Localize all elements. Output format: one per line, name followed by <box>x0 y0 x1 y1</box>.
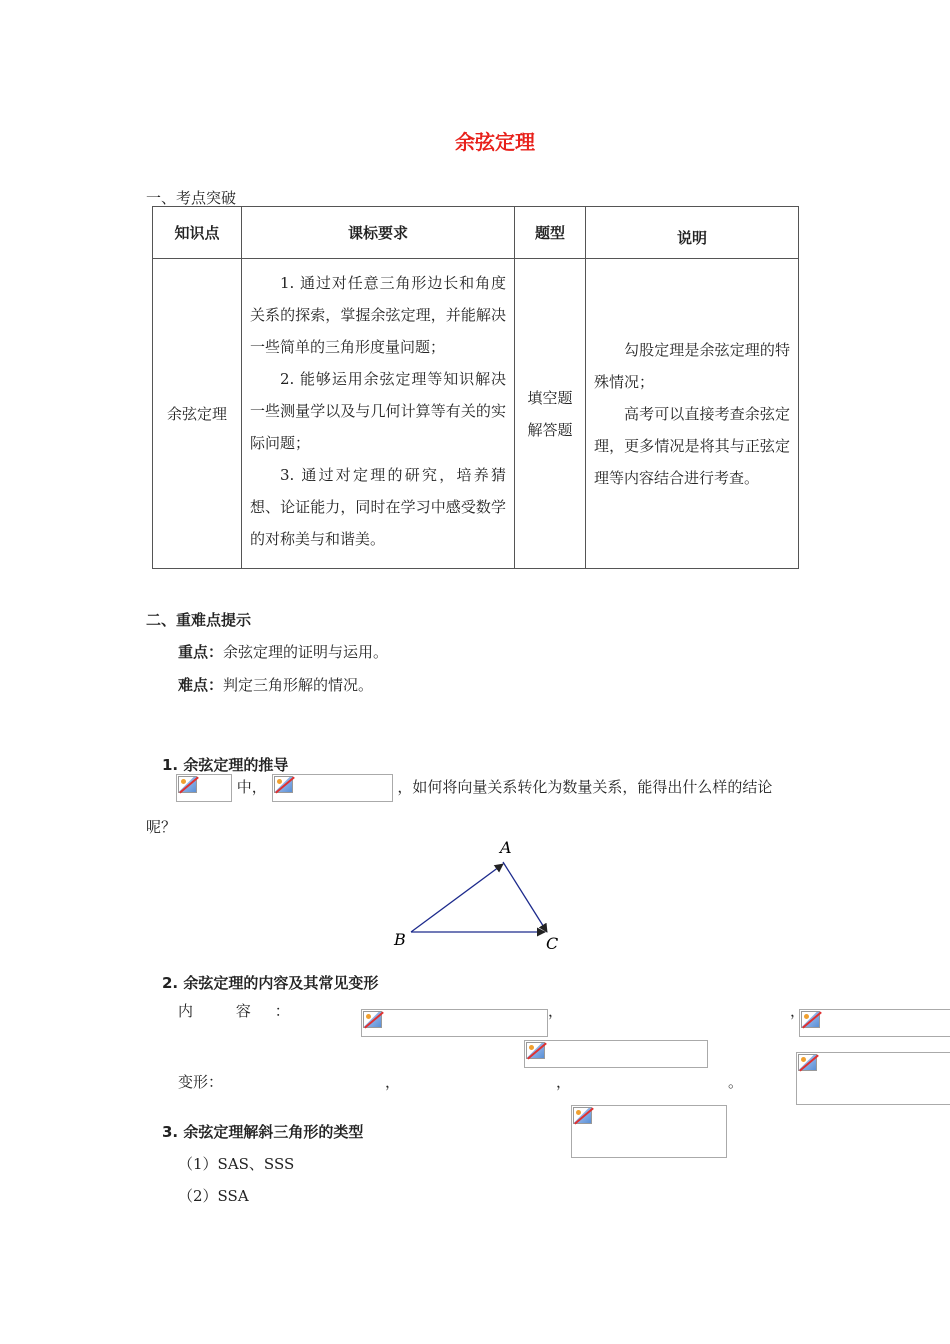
broken-image-icon <box>524 1040 708 1068</box>
section-heading-exam-points: 一、考点突破 <box>146 189 237 207</box>
difficult-label: 难点： <box>178 676 224 694</box>
case-item: （2）SSA <box>178 1187 249 1205</box>
broken-image-icon <box>361 1009 548 1037</box>
item1-line <box>176 774 772 802</box>
note-item: 高考可以直接考查余弦定理，更多情况是将其与正弦定理等内容结合进行考查。 <box>594 404 790 487</box>
item2-heading: 2. 余弦定理的内容及其常见变形 <box>162 974 379 992</box>
table-header: 课标要求 <box>242 207 515 259</box>
case-item: （1）SAS、SSS <box>178 1155 295 1173</box>
exam-points-table <box>152 206 799 569</box>
vector-ba <box>411 864 503 932</box>
vector-ac <box>503 862 547 932</box>
comma: ， <box>385 1073 401 1091</box>
requirement-item: 2. 能够运用余弦定理等知识解决一些测量学以及与几何计算等有关的实际问题； <box>250 370 506 452</box>
table-header: 说明 <box>586 207 799 259</box>
requirement-item: 1. 通过对任意三角形边长和角度关系的探索，掌握余弦定理，并能解决一些简单的三角形度量问题； <box>250 274 506 356</box>
table-cell-notes <box>586 259 799 569</box>
broken-image-icon <box>272 774 393 802</box>
requirement-item: 3. 通过对定理的研究，培养猜想、论证能力，同时在学习中感受数学的对称美与和谐美。 <box>250 466 506 548</box>
vertex-label-a: A <box>500 838 512 857</box>
comma: ， <box>556 1073 572 1091</box>
question-type: 解答题 <box>527 420 573 439</box>
broken-image-icon <box>176 774 232 802</box>
table-cell-requirements <box>242 259 515 569</box>
item1-text-tail: ，如何将向量关系转化为数量关系，能得出什么样的结论 <box>397 778 773 796</box>
vertex-label-c: C <box>546 934 559 953</box>
note-item: 勾股定理是余弦定理的特殊情况； <box>594 340 790 391</box>
item1-text-wrap: 呢？ <box>146 818 177 836</box>
key-label: 重点： <box>178 643 224 661</box>
comma: ， <box>548 1002 564 1020</box>
difficult-text: 判定三角形解的情况。 <box>223 676 374 694</box>
broken-image-icon <box>796 1052 950 1105</box>
table-header: 题型 <box>515 207 586 259</box>
vertex-label-b: B <box>394 930 406 949</box>
broken-image-icon <box>571 1105 727 1158</box>
triangle-figure <box>390 836 570 956</box>
content-label: 内 容 ： <box>178 1002 290 1020</box>
key-text: 余弦定理的证明与运用。 <box>223 643 389 661</box>
period: 。 <box>728 1073 744 1091</box>
question-type: 填空题 <box>527 388 573 407</box>
table-row <box>153 259 799 569</box>
comma: ， <box>790 1002 806 1020</box>
table-cell-types <box>515 259 586 569</box>
broken-image-icon <box>799 1009 950 1037</box>
section-heading-key-points: 二、重难点提示 <box>146 611 252 629</box>
item1-text-mid: 中， <box>236 778 267 796</box>
table-cell-knowledge: 余弦定理 <box>153 259 242 569</box>
item3-heading: 3. 余弦定理解斜三角形的类型 <box>162 1123 364 1141</box>
table-header: 知识点 <box>153 207 242 259</box>
key-point-line <box>178 641 388 662</box>
item1-heading: 1. 余弦定理的推导 <box>162 756 289 774</box>
variant-label: 变形： <box>178 1073 224 1091</box>
table-header-row <box>153 207 799 259</box>
difficult-point-line <box>178 674 373 695</box>
page-title: 余弦定理 <box>455 130 535 154</box>
